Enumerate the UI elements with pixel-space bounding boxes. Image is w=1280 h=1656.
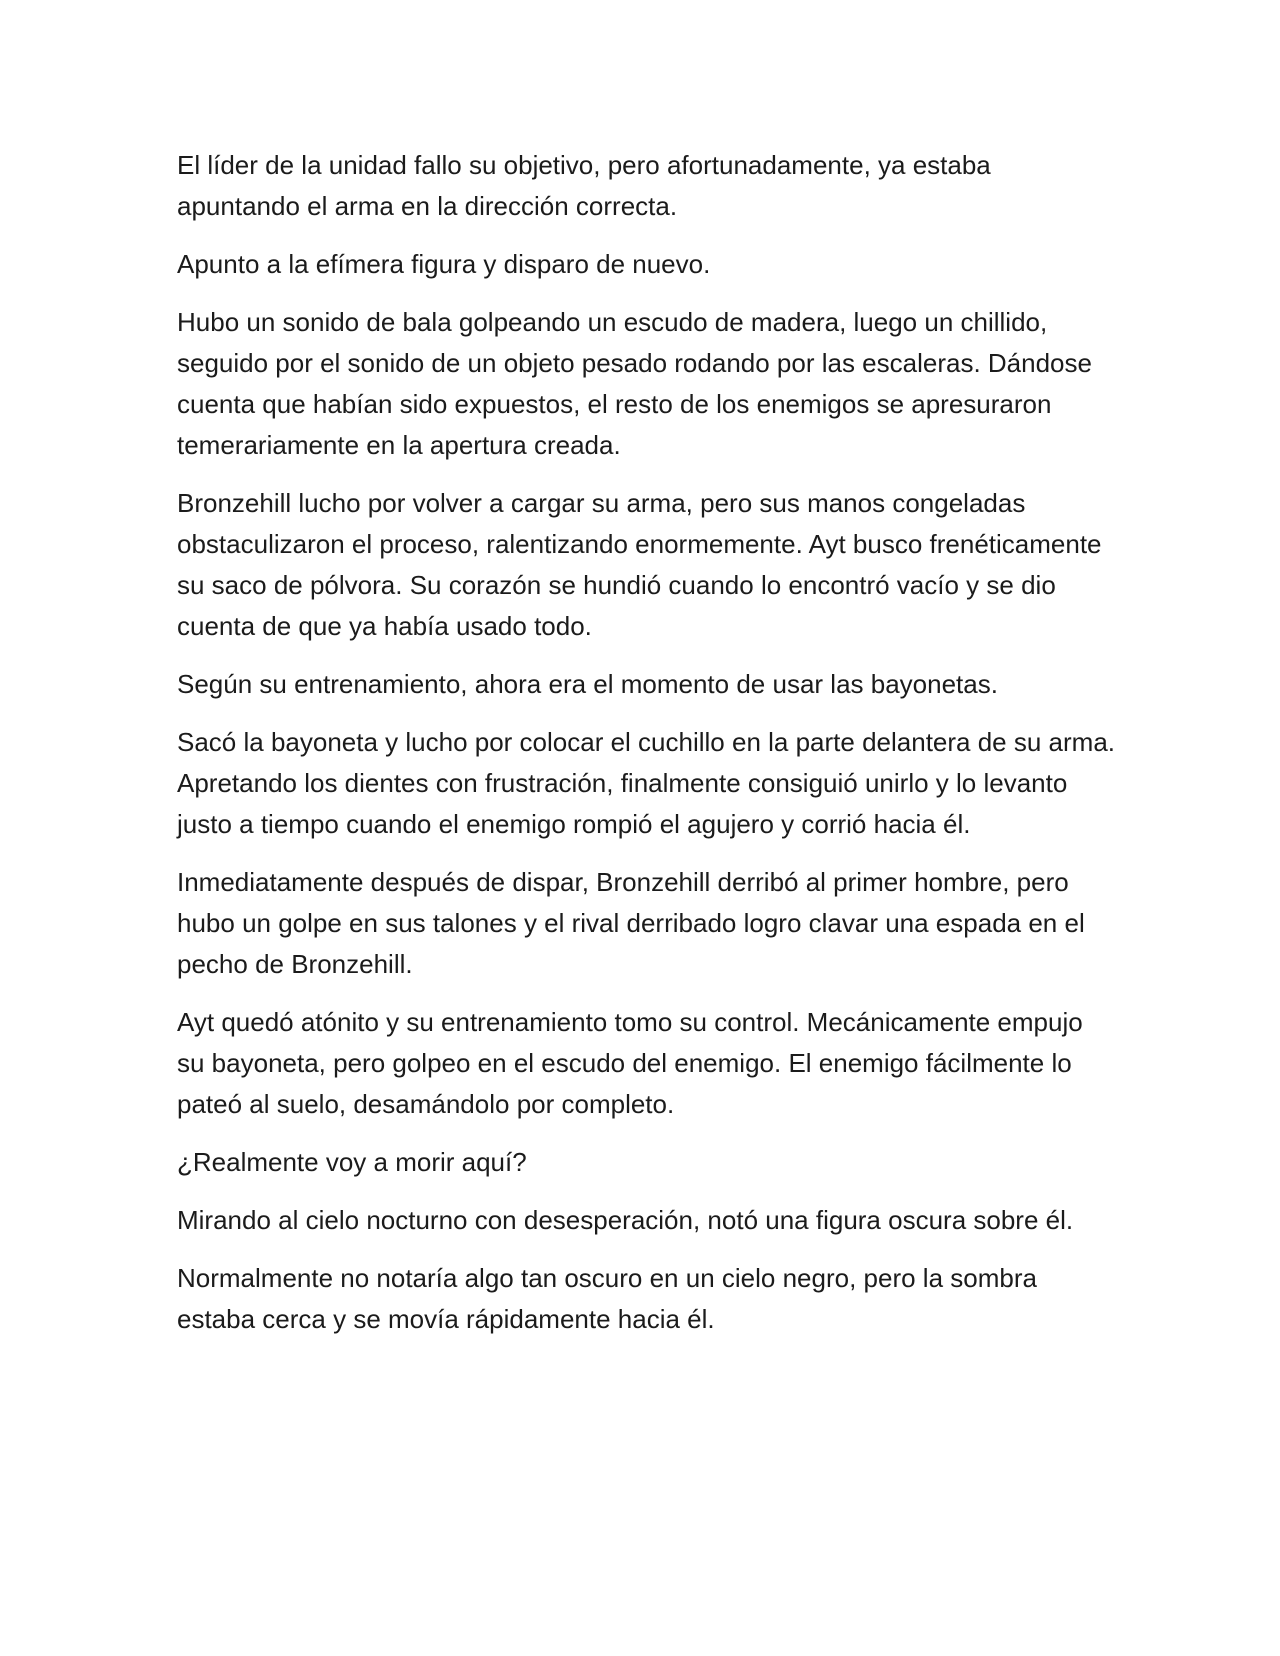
paragraph: Ayt quedó atónito y su entrenamiento tomo su control. Mecánicamente empujo su bayoneta, pero golpeo en el escudo del enemigo. El enemigo fácilmente lo pateó al suelo, desamándolo por completo. <box>177 1007 1083 1119</box>
paragraph: Según su entrenamiento, ahora era el momento de usar las bayonetas. <box>177 669 998 699</box>
paragraph: Mirando al cielo nocturno con desesperación, notó una figura oscura sobre él. <box>177 1205 1074 1235</box>
paragraph: Sacó la bayoneta y lucho por colocar el cuchillo en la parte delantera de su arma. Apretando los dientes con frustración, finalmente consiguió unirlo y lo levanto justo a tiempo cuando el enemigo rompió el agujero y corrió hacia él. <box>177 727 1116 839</box>
document-body <box>177 145 1117 1357</box>
paragraph: ¿Realmente voy a morir aquí? <box>177 1147 527 1177</box>
paragraph: Apunto a la efímera figura y disparo de nuevo. <box>177 249 711 279</box>
paragraph: Inmediatamente después de dispar, Bronzehill derribó al primer hombre, pero hubo un golpe en sus talones y el rival derribado logro clavar una espada en el pecho de Bronzehill. <box>177 867 1085 979</box>
paragraph: Bronzehill lucho por volver a cargar su arma, pero sus manos congeladas obstaculizaron el proceso, ralentizando enormemente. Ayt busco frenéticamente su saco de pólvora. Su corazón se hundió cuando lo encontró vacío y se dio cuenta de que ya había usado todo. <box>177 488 1102 641</box>
paragraph: Normalmente no notaría algo tan oscuro en un cielo negro, pero la sombra estaba cerca y se movía rápidamente hacia él. <box>177 1263 1037 1334</box>
paragraph: El líder de la unidad fallo su objetivo, pero afortunadamente, ya estaba apuntando el arma en la dirección correcta. <box>177 150 991 221</box>
paragraph: Hubo un sonido de bala golpeando un escudo de madera, luego un chillido, seguido por el sonido de un objeto pesado rodando por las escaleras. Dándose cuenta que habían sido expuestos, el resto de los enemigos se apresuraron temerariamente en la apertura creada. <box>177 307 1092 460</box>
